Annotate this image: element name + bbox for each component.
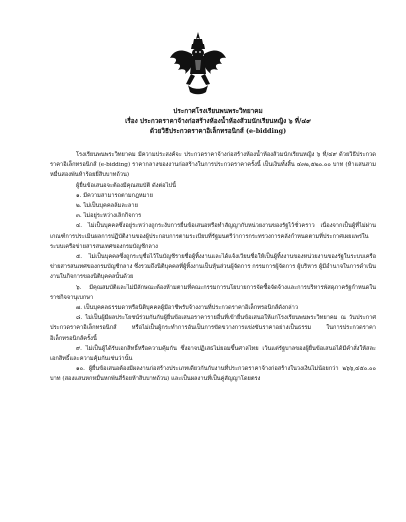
intro-paragraph: โรงเรียนพนพระวิทยาคม มีความประสงค์จะ ประกวดราคาจ้างก่อสร้างห้องน้ำห้องส้วมนักเรียนหญิง ๖ ที่/๔๙ ด้วยวิธีประกวดราคาอิเล็กทรอนิกส์ (e-bidding) ราคากลางของงานก่อสร้างในการประกวดราคาครั้งนี้ เป็นเงินทั้งสิ้น ๔๓๒,๕๒๐.๐๐ บาท (ห้าแสนสามหมื่นสองพันห้าร้อยยี่สิบบาทถ้วน) bbox=[50, 152, 376, 179]
qualification-clause: ๑๐. ผู้ยื่นข้อเสนอต้องมีผลงานก่อสร้างประเภทเดียวกันกับงานที่ประกวดราคาจ้างก่อสร้างในวงเงินไม่น้อยกว่า ๒๖๖,๔๕๐.๐๐ บาท (สองแสนหกหมื่นหกพันสี่ร้อยห้าสิบบาทถ้วน) และเป็นผลงานที่เป็นคู่สัญญาโดยตรง bbox=[50, 366, 376, 383]
qualification-clause: ๕. ไม่เป็นบุคคลซึ่งถูกระบุชื่อไว้ในบัญชีรายชื่อผู้ทิ้งงานและได้แจ้งเวียนชื่อให้เป็นผู้ทิ้งงานของหน่วยงานของรัฐในระบบเครือข่ายสารสนเทศของกรมบัญชีกลาง ซึ่งรวมถึงนิติบุคคลที่ผู้ทิ้งงานเป็นหุ้นส่วนผู้จัดการ กรรมการผู้จัดการ ผู้บริหาร ผู้มีอำนาจในการดำเนินงานในกิจการของนิติบุคคลนั้นด้วย bbox=[50, 254, 376, 281]
heading-method: ด้วยวิธีประกวดราคาอิเล็กทรอนิกส์ (e-bidding) bbox=[149, 127, 287, 135]
qualification-lead: ผู้ยื่นข้อเสนอจะต้องมีคุณสมบัติ ดังต่อไปนี้ bbox=[76, 182, 176, 189]
heading-subject: เรื่อง ประกวดราคาจ้างก่อสร้างห้องน้ำห้องส้วมนักเรียนหญิง ๖ ที่/๔๙ bbox=[125, 117, 311, 125]
garuda-emblem-svg bbox=[168, 30, 228, 96]
garuda-emblem-icon bbox=[168, 30, 228, 96]
qualification-clause: ๒. ไม่เป็นบุคคลล้มละลาย bbox=[76, 203, 138, 210]
qualification-clause: ๗. เป็นบุคคลธรรมดาหรือนิติบุคคลผู้มีอาชีพรับจ้างงานที่ประกวดราคาอิเล็กทรอนิกส์ดังกล่าว bbox=[76, 305, 299, 312]
qualification-clause: ๘. ไม่เป็นผู้มีผลประโยชน์ร่วมกันกับผู้ยื่นข้อเสนอราคารายอื่นที่เข้ายื่นข้อเสนอให้แก่โรงเรียนพนพระวิทยาคม ณ วันประกาศประกวดราคาอิเล็กทรอนิกส์ หรือไม่เป็นผู้กระทำการอันเป็นการขัดขวางการแข่งขันราคาอย่างเป็นธรรม ในการประกวดราคาอิเล็กทรอนิกส์ครั้งนี้ bbox=[50, 315, 376, 342]
heading-org: ประกาศโรงเรียนพนพระวิทยาคม bbox=[173, 107, 263, 115]
document-body bbox=[50, 150, 376, 385]
qualification-clause: ๔. ไม่เป็นบุคคลซึ่งอยู่ระหว่างถูกระงับการยื่นข้อเสนอหรือทำสัญญากับหน่วยงานของรัฐไว้ชั่วคราว เนื่องจากเป็นผู้ที่ไม่ผ่านเกณฑ์การประเมินผลการปฏิบัติงานของผู้ประกอบการตามระเบียบที่รัฐมนตรีว่าการกระทรวงการคลังกำหนดตามที่ประกาศเผยแพร่ในระบบเครือข่ายสารสนเทศของกรมบัญชีกลาง bbox=[50, 223, 376, 250]
qualification-clause: ๑. มีความสามารถตามกฎหมาย bbox=[76, 192, 153, 199]
qualification-list bbox=[50, 191, 376, 385]
qualification-clause: ๓. ไม่อยู่ระหว่างเลิกกิจการ bbox=[76, 213, 142, 220]
document-heading bbox=[60, 106, 376, 136]
qualification-clause: ๙. ไม่เป็นผู้ได้รับเอกสิทธิ์หรือความคุ้มกัน ซึ่งอาจปฏิเสธไม่ยอมขึ้นศาลไทย เว้นแต่รัฐบาลของผู้ยื่นข้อเสนอได้มีคำสั่งให้สละเอกสิทธิ์และความคุ้มกันเช่นว่านั้น bbox=[50, 345, 376, 363]
qualification-clause: ๖. มีคุณสมบัติและไม่มีลักษณะต้องห้ามตามที่คณะกรรมการนโยบายการจัดซื้อจัดจ้างและการบริหารพัสดุภาครัฐกำหนดในราชกิจจานุเบกษา bbox=[50, 284, 376, 301]
